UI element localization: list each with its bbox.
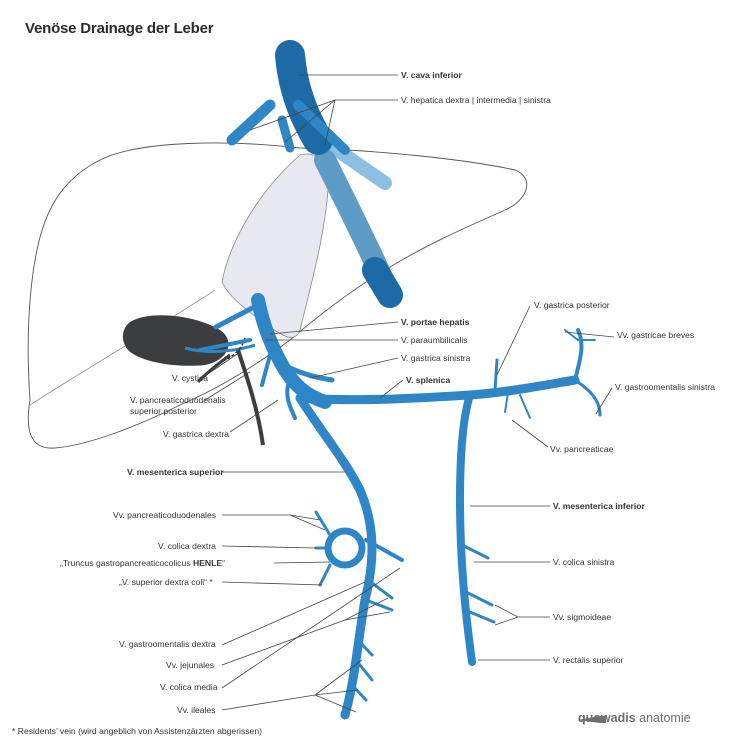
hepatic-intermedia-end xyxy=(375,270,390,295)
label-pancreaticoduodenalis-2: superior posterior xyxy=(130,406,197,416)
label-cystica: V. cystica xyxy=(172,373,208,383)
label-cava-inferior: V. cava inferior xyxy=(401,70,462,80)
label-gastrica-sinistra: V. gastrica sinistra xyxy=(401,353,471,363)
label-mesenterica-superior: V. mesenterica superior xyxy=(127,467,224,477)
label-colica-media: V. colica media xyxy=(160,682,218,692)
label-portae-hepatis: V. portae hepatis xyxy=(401,317,470,327)
henle-trunk-loop xyxy=(328,531,362,565)
pancreaticae-vein-2 xyxy=(520,395,530,418)
label-pancreaticoduodenales: Vv. pancreaticoduodenales xyxy=(113,510,217,520)
page-title: Venöse Drainage der Leber xyxy=(25,20,214,37)
label-colica-sinistra: V. colica sinistra xyxy=(553,557,615,567)
colica-sinistra-vein xyxy=(462,545,488,558)
label-pancreaticoduodenalis-1: V. pancreaticoduodenalis xyxy=(130,395,226,405)
footnote: * Residents’ vein (wird angeblich von Assistenzärzten abgerissen) xyxy=(12,726,262,736)
label-truncus-henle: „Truncus gastropancreaticocolicus HENLE“ xyxy=(60,558,225,568)
gastrica-posterior-vein xyxy=(495,360,497,390)
label-splenica: V. splenica xyxy=(406,375,451,385)
label-rectalis-superior: V. rectalis superior xyxy=(553,655,624,665)
superior-dextra-coli-vein xyxy=(320,565,330,585)
label-mesenterica-inferior: V. mesenterica inferior xyxy=(553,501,645,511)
label-gastrica-dextra: V. gastrica dextra xyxy=(163,429,230,439)
pancreaticae-vein-1 xyxy=(505,393,508,412)
gastroomentalis-sinistra-vein xyxy=(575,380,600,415)
brand-bold: quowadis xyxy=(578,711,636,725)
label-gastroomentalis-dextra: V. gastroomentalis dextra xyxy=(119,639,216,649)
label-sigmoideae: Vv. sigmoideae xyxy=(553,612,612,622)
label-gastroomentalis-sinistra: V. gastroomentalis sinistra xyxy=(615,382,715,392)
label-hepatica: V. hepatica dextra | intermedia | sinistra xyxy=(401,95,551,105)
label-jejunales: Vv. jejunales xyxy=(166,660,215,670)
portal-system xyxy=(200,300,600,715)
vena-cava-inferior xyxy=(290,55,318,140)
vena-hepatica-intermedia xyxy=(282,120,290,148)
inferior-mesenteric-vein xyxy=(460,395,472,662)
label-pancreaticae: Vv. pancreaticae xyxy=(550,444,614,454)
label-colica-dextra: V. colica dextra xyxy=(158,541,216,551)
label-gastrica-posterior: V. gastrica posterior xyxy=(534,300,610,310)
pancreaticoduodenales-vein xyxy=(316,512,330,535)
brand-rest: anatomie xyxy=(635,711,691,725)
brand-logo xyxy=(578,711,691,725)
vena-hepatica-dextra xyxy=(232,105,270,140)
label-gastricae-breves: Vv. gastricae breves xyxy=(617,330,695,340)
label-paraumbilicalis: V. paraumbilicalis xyxy=(401,335,468,345)
label-superior-dextra-coli: „V. superior dextra coli“ * xyxy=(119,577,213,587)
gastricae-breves-branch-1 xyxy=(565,330,578,340)
label-ileales: Vv. ileales xyxy=(177,705,216,715)
jejunal-branch-3 xyxy=(366,600,392,610)
